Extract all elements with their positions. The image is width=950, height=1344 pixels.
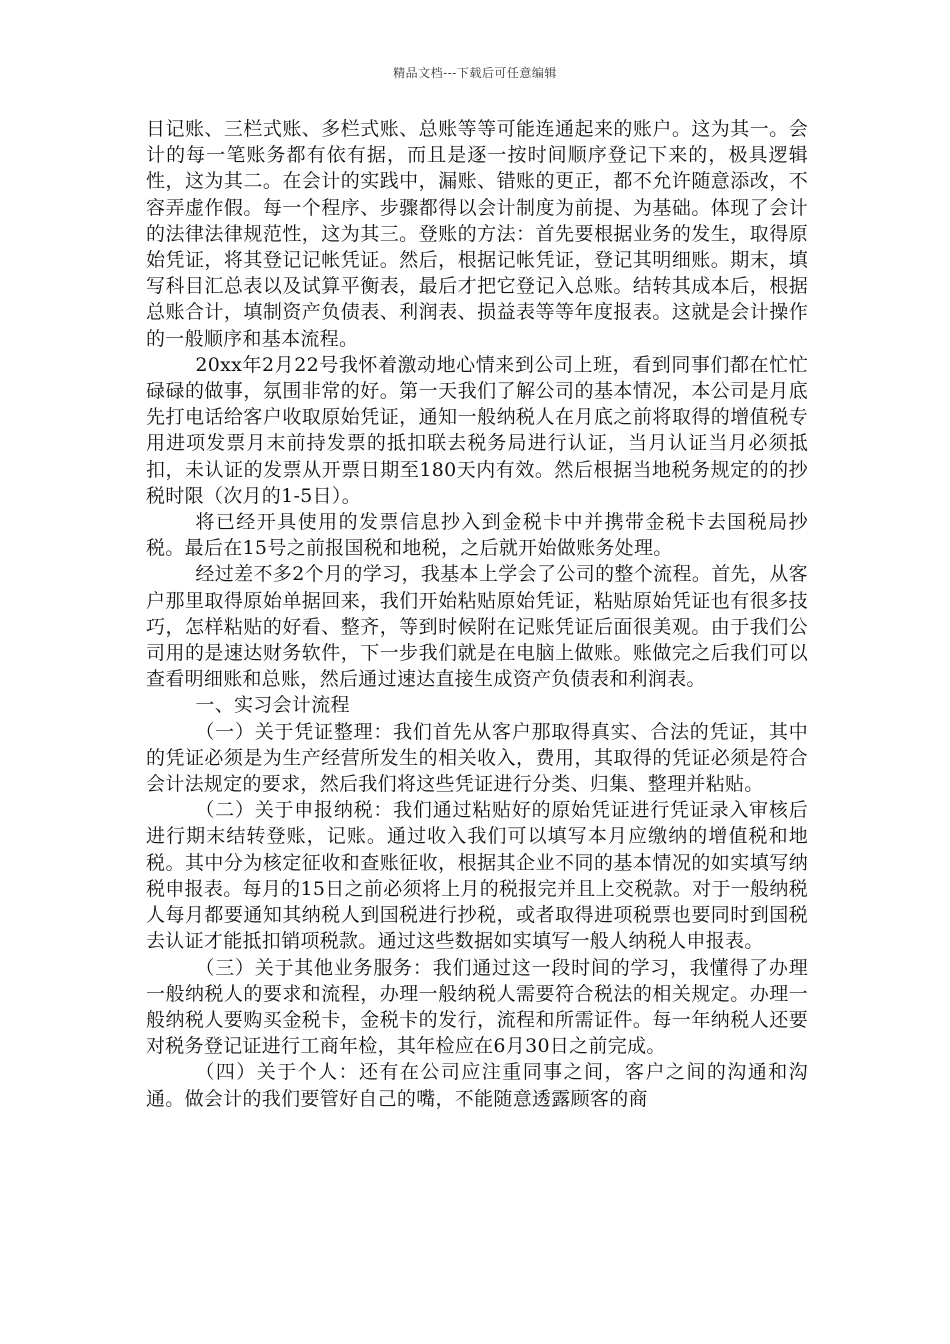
paragraph-tax-filing: （二）关于申报纳税：我们通过粘贴好的原始凭证进行凭证录入审核后进行期末结转登账，记账。通过收入我们可以填写本月应缴纳的增值税和地税。其中分为核定征收和查账征收，根据其企业不同的基本情况的如实填写纳税申报表。每月的15日之前必须将上月的税报完并且上交税款。对于一般纳税人每月都要通知其纳税人到国税进行抄税，或者取得进项税票也要同时到国税去认证才能抵扣销项税款。通过这些数据如实填写一般人纳税人申报表。 (146, 799, 808, 953)
section-heading: 一、实习会计流程 (195, 694, 350, 717)
paragraph-voucher: （一）关于凭证整理：我们首先从客户那取得真实、合法的凭证，其中的凭证必须是为生产经营所发生的相关收入，费用，其取得的凭证必须是符合会计法规定的要求，然后我们将这些凭证进行分类、归集、整理并粘贴。 (146, 720, 808, 796)
paragraph-1: 日记账、三栏式账、多栏式账、总账等等可能连通起来的账户。这为其一。会计的每一笔账务都有依有据，而且是逐一按时间顺序登记下来的，极具逻辑性，这为其二。在会计的实践中，漏账、错账的更正，都不允许随意添改，不容弄虚作假。每一个程序、步骤都得以会计制度为前提、为基础。体现了会计的法律法律规范性，这为其三。登账的方法：首先要根据业务的发生，取得原始凭证，将其登记记帐凭证。然后，根据记帐凭证，登记其明细账。期末，填写科目汇总表以及试算平衡表，最后才把它登记入总账。结转其成本后，根据总账合计，填制资产负债表、利润表、损益表等等年度报表。这就是会计操作的一般顺序和基本流程。 (146, 118, 808, 350)
paragraph-other-services: （三）关于其他业务服务：我们通过这一段时间的学习，我懂得了办理一般纳税人的要求和流程，办理一般纳税人需要符合税法的相关规定。办理一般纳税人要购买金税卡，金税卡的发行，流程和所需证件。每一年纳税人还要对税务登记证进行工商年检，其年检应在6月30日之前完成。 (146, 956, 808, 1058)
paragraph-2: 20xx年2月22号我怀着激动地心情来到公司上班，看到同事们都在忙忙碌碌的做事，氛围非常的好。第一天我们了解公司的基本情况，本公司是月底先打电话给客户收取原始凭证，通知一般纳税人在月底之前将取得的增值税专用进项发票月末前持发票的抵扣联去税务局进行认证，当月认证当月必须抵扣，未认证的发票从开票日期至180天内有效。然后根据当地税务规定的的抄税时限（次月的1-5日）。 (146, 353, 808, 507)
page-header: 精品文档---下载后可任意编辑 (393, 66, 557, 80)
paragraph-3: 将已经开具使用的发票信息抄入到金税卡中并携带金税卡去国税局抄税。最后在15号之前报国税和地税，之后就开始做账务处理。 (146, 511, 808, 560)
document-body (146, 116, 808, 1112)
paragraph-personal: （四）关于个人：还有在公司应注重同事之间，客户之间的沟通和沟通。做会计的我们要管好自己的嘴，不能随意透露顾客的商 (146, 1061, 808, 1110)
paragraph-4: 经过差不多2个月的学习，我基本上学会了公司的整个流程。首先，从客户那里取得原始单据回来，我们开始粘贴原始凭证，粘贴原始凭证也有很多技巧，怎样粘贴的好看、整齐，等到时候附在记账凭证后面很美观。由于我们公司用的是速达财务软件，下一步我们就是在电脑上做账。账做完之后我们可以查看明细账和总账，然后通过速达直接生成资产负债表和利润表。 (146, 563, 808, 691)
